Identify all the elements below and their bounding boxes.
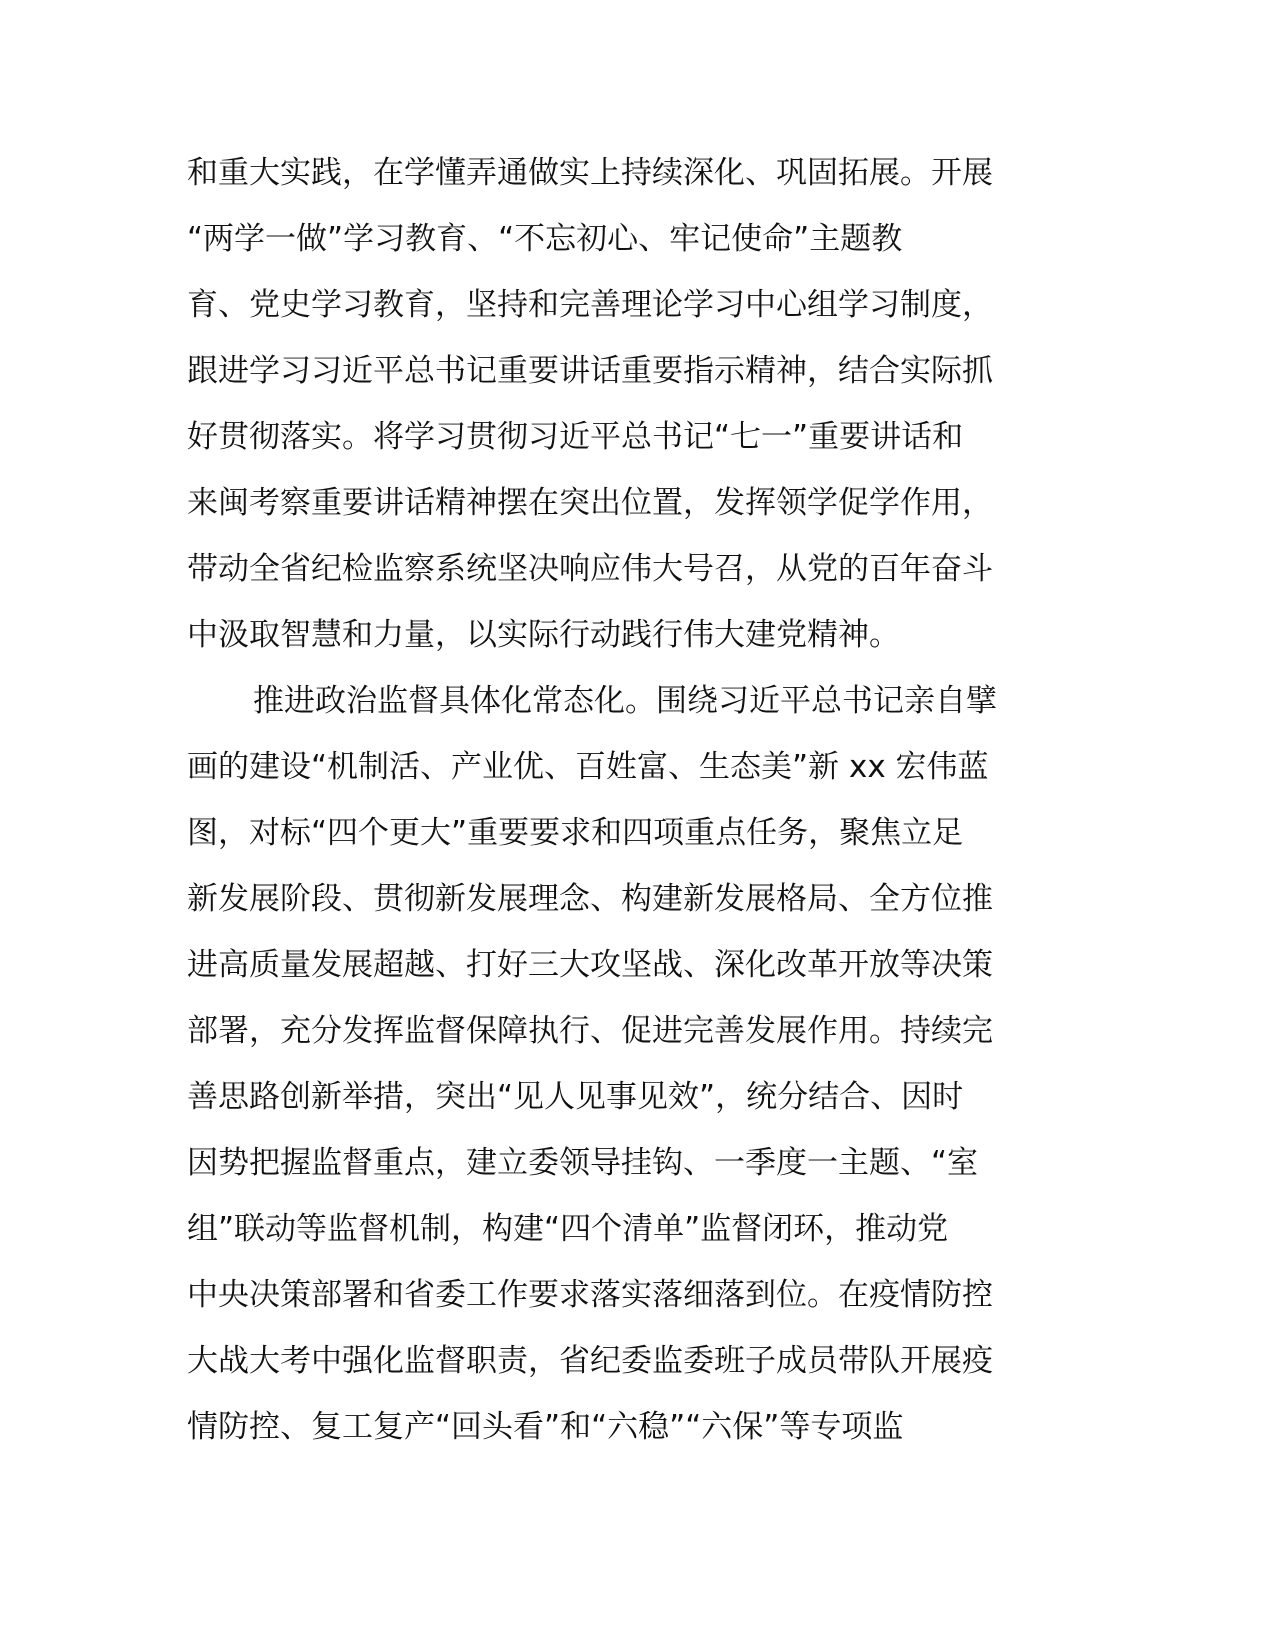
text-line: 画的建设“机制活、产业优、百姓富、生态美”新 xx 宏伟蓝 [187, 749, 989, 785]
text-line: 图，对标“四个更大”重要要求和四项重点任务，聚焦立足 [187, 815, 964, 851]
text-line: 中央决策部署和省委工作要求落实落细落到位。在疫情防控 [187, 1277, 993, 1313]
text-line: 和重大实践，在学懂弄通做实上持续深化、巩固拓展。开展 [187, 155, 993, 191]
text-line: 好贯彻落实。将学习贯彻习近平总书记“七一”重要讲话和 [187, 419, 964, 455]
text-line: “两学一做”学习教育、“不忘初心、牢记使命”主题教 [187, 221, 903, 257]
document-body [187, 140, 1047, 1460]
text-line: 组”联动等监督机制，构建“四个清单”监督闭环，推动党 [187, 1211, 949, 1247]
text-line: 因势把握监督重点，建立委领导挂钩、一季度一主题、“室 [187, 1145, 979, 1181]
text-line: 部署，充分发挥监督保障执行、促进完善发展作用。持续完 [187, 1013, 993, 1049]
text-line: 大战大考中强化监督职责，省纪委监委班子成员带队开展疫 [187, 1343, 993, 1379]
text-line: 进高质量发展超越、打好三大攻坚战、深化改革开放等决策 [187, 947, 993, 983]
paragraph-start-line: 推进政治监督具体化常态化。围绕习近平总书记亲自擘 [253, 683, 997, 719]
text-line: 新发展阶段、贯彻新发展理念、构建新发展格局、全方位推 [187, 881, 993, 917]
text-line: 中汲取智慧和力量，以实际行动践行伟大建党精神。 [187, 617, 900, 653]
text-line: 来闽考察重要讲话精神摆在突出位置，发挥领学促学作用， [187, 485, 993, 521]
text-line: 带动全省纪检监察系统坚决响应伟大号召，从党的百年奋斗 [187, 551, 993, 587]
text-line: 情防控、复工复产“回头看”和“六稳”“六保”等专项监 [187, 1409, 904, 1445]
text-line: 跟进学习习近平总书记重要讲话重要指示精神，结合实际抓 [187, 353, 993, 389]
text-line: 善思路创新举措，突出“见人见事见效”，统分结合、因时 [187, 1079, 964, 1115]
text-line: 育、党史学习教育，坚持和完善理论学习中心组学习制度， [187, 287, 993, 323]
